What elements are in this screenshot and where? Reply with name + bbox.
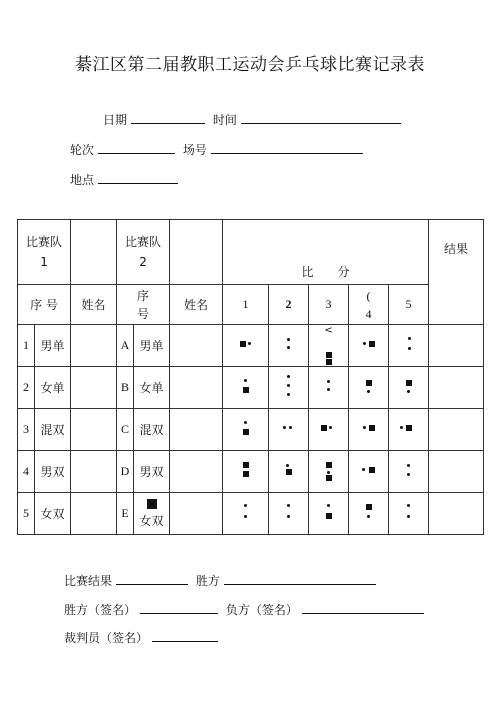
row-letter: B — [117, 367, 134, 409]
event-cell: 男双 — [35, 451, 71, 493]
dot-mark — [287, 393, 290, 396]
square-mark — [243, 429, 249, 435]
player-name-cell-2[interactable] — [170, 493, 223, 535]
result-cell[interactable] — [429, 367, 484, 409]
event-label-2: 男单 — [139, 339, 164, 353]
score-cell[interactable] — [309, 367, 349, 409]
score-cell[interactable] — [309, 493, 349, 535]
dot-mark — [283, 426, 286, 429]
score-cell[interactable] — [389, 451, 429, 493]
event-label-2: 女双 — [139, 514, 164, 528]
result-cell[interactable] — [429, 451, 484, 493]
score-marks — [356, 457, 382, 483]
order-header-2: 序 号 — [117, 285, 170, 325]
score-marks — [233, 457, 259, 483]
score-marks — [356, 499, 382, 525]
score-cell[interactable] — [349, 325, 389, 367]
table-row — [18, 409, 484, 451]
score-marks — [396, 415, 422, 441]
score-marks — [276, 457, 302, 483]
game-1-header: 1 — [223, 285, 269, 325]
dot-mark — [244, 421, 247, 424]
score-cell[interactable] — [223, 325, 269, 367]
result-cell[interactable] — [429, 325, 484, 367]
row-number: 5 — [18, 493, 35, 535]
dot-mark — [407, 390, 410, 393]
score-marks — [396, 457, 422, 483]
time-label: 时间 — [212, 113, 237, 127]
score-cell[interactable] — [309, 451, 349, 493]
dot-mark — [287, 515, 290, 518]
event-cell-2 — [134, 409, 170, 451]
score-marks — [396, 373, 422, 399]
header-row-2 — [18, 285, 484, 325]
event-cell: 男单 — [35, 325, 71, 367]
dot-mark — [327, 504, 330, 507]
dot-mark — [287, 504, 290, 507]
dot-mark — [363, 426, 366, 429]
result-cell[interactable] — [429, 493, 484, 535]
referee-line — [64, 629, 222, 646]
table-row — [18, 493, 484, 535]
match-result-field[interactable] — [116, 572, 188, 585]
score-cell[interactable] — [349, 409, 389, 451]
table-row — [18, 367, 484, 409]
square-mark — [326, 462, 332, 468]
dot-mark — [329, 426, 332, 429]
event-cell-2 — [134, 451, 170, 493]
round-field[interactable] — [98, 141, 175, 154]
dot-mark — [244, 504, 247, 507]
dot-mark — [407, 473, 410, 476]
referee-sign-field[interactable] — [152, 629, 218, 642]
score-marks — [356, 373, 382, 399]
square-mark — [243, 471, 249, 477]
score-marks — [233, 373, 259, 399]
score-cell[interactable] — [389, 325, 429, 367]
square-mark — [243, 462, 249, 468]
square-mark — [406, 425, 412, 431]
score-cell[interactable] — [389, 367, 429, 409]
event-cell-2 — [134, 367, 170, 409]
score-marks — [233, 499, 259, 525]
row-letter: C — [117, 409, 134, 451]
square-mark — [326, 475, 332, 481]
venue-line — [70, 171, 182, 188]
square-mark — [243, 387, 249, 393]
round-label: 轮次 — [70, 143, 95, 157]
score-marks — [316, 415, 342, 441]
score-cell[interactable] — [223, 493, 269, 535]
score-cell[interactable] — [223, 409, 269, 451]
score-cell[interactable] — [389, 493, 429, 535]
score-header: 比 分 — [223, 220, 429, 285]
table-row — [18, 451, 484, 493]
dot-mark — [327, 388, 330, 391]
dot-mark — [362, 468, 365, 471]
event-cell: 女单 — [35, 367, 71, 409]
square-mark — [286, 469, 292, 475]
sign-line — [64, 601, 428, 618]
dot-mark — [287, 346, 290, 349]
score-cell[interactable] — [223, 367, 269, 409]
score-marks — [356, 331, 382, 357]
player-name-cell[interactable] — [71, 325, 117, 367]
score-marks — [356, 415, 382, 441]
round-court-line — [70, 141, 367, 158]
referee-sign-label: 裁判员（签名） — [64, 631, 149, 645]
event-label-2: 女单 — [139, 381, 164, 395]
square-mark — [406, 380, 412, 386]
score-cell[interactable] — [309, 409, 349, 451]
form-title: 綦江区第二届教职工运动会乒乓球比赛记录表 — [75, 55, 425, 75]
player-name-cell[interactable] — [71, 493, 117, 535]
score-cell[interactable] — [309, 325, 349, 367]
player-name-cell-2[interactable] — [170, 367, 223, 409]
square-mark — [240, 341, 246, 347]
game-2-header: 2 — [269, 285, 309, 325]
angle-mark: < — [324, 325, 333, 336]
dot-mark — [244, 515, 247, 518]
player-name-cell[interactable] — [71, 451, 117, 493]
score-marks — [233, 415, 259, 441]
dot-mark — [287, 375, 290, 378]
result-line — [64, 572, 380, 589]
table-row — [18, 325, 484, 367]
date-time-line — [103, 111, 405, 128]
event-cell: 女双 — [35, 493, 71, 535]
date-field[interactable] — [131, 111, 205, 124]
game-5-header: 5 — [389, 285, 429, 325]
filled-square-mark — [147, 499, 157, 509]
score-marks — [396, 499, 422, 525]
name-header-2: 姓名 — [170, 285, 223, 325]
dot-mark — [367, 390, 370, 393]
score-marks — [316, 373, 342, 399]
score-marks — [276, 415, 302, 441]
score-cell[interactable] — [269, 493, 309, 535]
score-cell[interactable] — [269, 409, 309, 451]
venue-label: 地点 — [70, 173, 95, 187]
score-marks — [316, 457, 342, 483]
game-4-header: ( 4 — [349, 285, 389, 325]
event-cell-2 — [134, 325, 170, 367]
square-mark — [369, 425, 375, 431]
score-cell[interactable] — [349, 451, 389, 493]
dot-mark — [289, 426, 292, 429]
dot-mark — [287, 384, 290, 387]
team1-header: 比赛队 1 — [18, 220, 71, 285]
dot-mark — [327, 380, 330, 383]
score-table — [17, 219, 484, 535]
square-mark — [366, 504, 372, 510]
row-number: 3 — [18, 409, 35, 451]
square-mark — [326, 513, 332, 519]
game-3-header: 3 — [309, 285, 349, 325]
player-name-cell[interactable] — [71, 367, 117, 409]
player-name-cell-2[interactable] — [170, 451, 223, 493]
event-cell-2 — [134, 493, 170, 535]
dot-mark — [407, 464, 410, 467]
dot-mark — [408, 347, 411, 350]
court-label: 场号 — [182, 143, 207, 157]
dot-mark — [408, 337, 411, 340]
dot-mark — [248, 342, 251, 345]
score-cell[interactable] — [223, 451, 269, 493]
order-header: 序 号 — [18, 285, 71, 325]
row-number: 1 — [18, 325, 35, 367]
square-mark — [369, 341, 375, 347]
score-marks — [276, 331, 302, 357]
score-cell[interactable] — [269, 367, 309, 409]
event-label-2: 男双 — [139, 465, 164, 479]
loser-sign-label: 负方（签名） — [225, 603, 298, 617]
score-marks — [276, 373, 302, 399]
score-marks — [276, 499, 302, 525]
player-name-cell[interactable] — [71, 409, 117, 451]
result-header: 结果 — [429, 220, 484, 325]
square-mark — [326, 352, 332, 358]
score-marks — [316, 499, 342, 525]
square-mark — [326, 359, 332, 365]
dot-mark — [287, 338, 290, 341]
team2-blank — [170, 220, 223, 285]
winner-sign-label: 胜方（签名） — [64, 603, 137, 617]
score-marks — [233, 331, 259, 357]
row-number: 4 — [18, 451, 35, 493]
event-cell: 混双 — [35, 409, 71, 451]
winner-sign-field[interactable] — [140, 601, 218, 614]
result-cell[interactable] — [429, 409, 484, 451]
dot-mark — [327, 471, 330, 474]
square-mark — [369, 467, 375, 473]
score-marks — [316, 335, 342, 361]
square-mark — [366, 380, 372, 386]
event-label-2: 混双 — [139, 423, 164, 437]
dot-mark — [400, 426, 403, 429]
player-name-cell-2[interactable] — [170, 325, 223, 367]
table-body — [18, 325, 484, 535]
square-mark — [321, 425, 327, 431]
match-result-label: 比赛结果 — [64, 574, 113, 588]
score-cell[interactable] — [349, 367, 389, 409]
dot-mark — [367, 515, 370, 518]
dot-mark — [363, 342, 366, 345]
time-field[interactable] — [241, 111, 401, 124]
dot-mark — [286, 464, 289, 467]
row-letter: E — [117, 493, 134, 535]
dot-mark — [407, 515, 410, 518]
score-cell[interactable] — [269, 451, 309, 493]
score-cell[interactable] — [349, 493, 389, 535]
date-label: 日期 — [103, 113, 128, 127]
score-cell[interactable] — [269, 325, 309, 367]
team1-blank — [71, 220, 117, 285]
court-field[interactable] — [211, 141, 363, 154]
row-letter: A — [117, 325, 134, 367]
row-letter: D — [117, 451, 134, 493]
dot-mark — [407, 504, 410, 507]
player-name-cell-2[interactable] — [170, 409, 223, 451]
score-marks — [396, 331, 422, 357]
name-header: 姓名 — [71, 285, 117, 325]
dot-mark — [244, 379, 247, 382]
row-number: 2 — [18, 367, 35, 409]
header-row-1 — [18, 220, 484, 285]
venue-field[interactable] — [98, 171, 178, 184]
loser-sign-field[interactable] — [302, 601, 424, 614]
team2-header: 比赛队 2 — [117, 220, 170, 285]
score-cell[interactable] — [389, 409, 429, 451]
winner-label: 胜方 — [195, 574, 220, 588]
winner-field[interactable] — [224, 572, 376, 585]
